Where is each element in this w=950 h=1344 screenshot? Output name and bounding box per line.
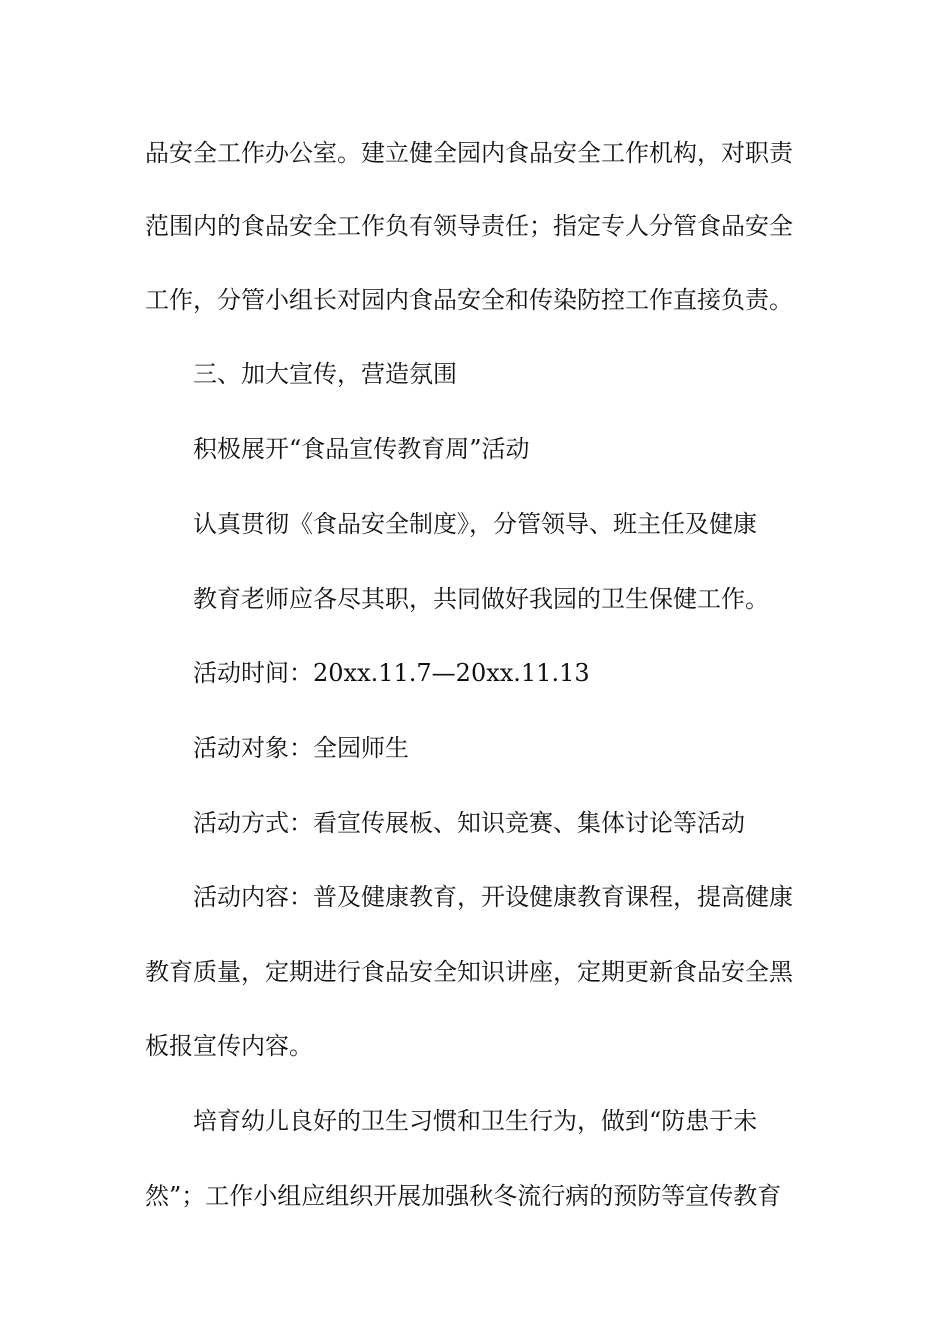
body-text-line: 范围内的食品安全工作负有领导责任；指定专人分管食品安全 [145, 212, 793, 240]
body-text-line: 品安全工作办公室。建立健全园内食品安全工作机构，对职责 [145, 139, 793, 167]
body-text-line: 然”；工作小组应组织开展加强秋冬流行病的预防等宣传教育 [145, 1182, 782, 1210]
section-heading: 三、加大宣传，营造氛围 [193, 360, 457, 388]
body-text-line: 教育老师应各尽其职，共同做好我园的卫生保健工作。 [193, 585, 769, 613]
body-text-line: 培育幼儿良好的卫生习惯和卫生行为，做到“防患于未 [193, 1107, 758, 1135]
activity-content: 活动内容：普及健康教育，开设健康教育课程，提高健康 [193, 883, 793, 911]
body-text-line: 教育质量，定期进行食品安全知识讲座，定期更新食品安全黑 [145, 958, 793, 986]
activity-target: 活动对象：全园师生 [193, 734, 409, 762]
activity-time: 活动时间：20xx.11.7—20xx.11.13 [193, 659, 590, 687]
body-text-line: 认真贯彻《食品安全制度》，分管领导、班主任及健康 [193, 510, 757, 538]
body-text-line: 积极展开“食品宣传教育周”活动 [193, 435, 530, 463]
body-text-line: 工作，分管小组长对园内食品安全和传染防控工作直接负责。 [145, 286, 793, 314]
activity-method: 活动方式：看宣传展板、知识竞赛、集体讨论等活动 [193, 809, 745, 837]
body-text-line: 板报宣传内容。 [145, 1032, 313, 1060]
